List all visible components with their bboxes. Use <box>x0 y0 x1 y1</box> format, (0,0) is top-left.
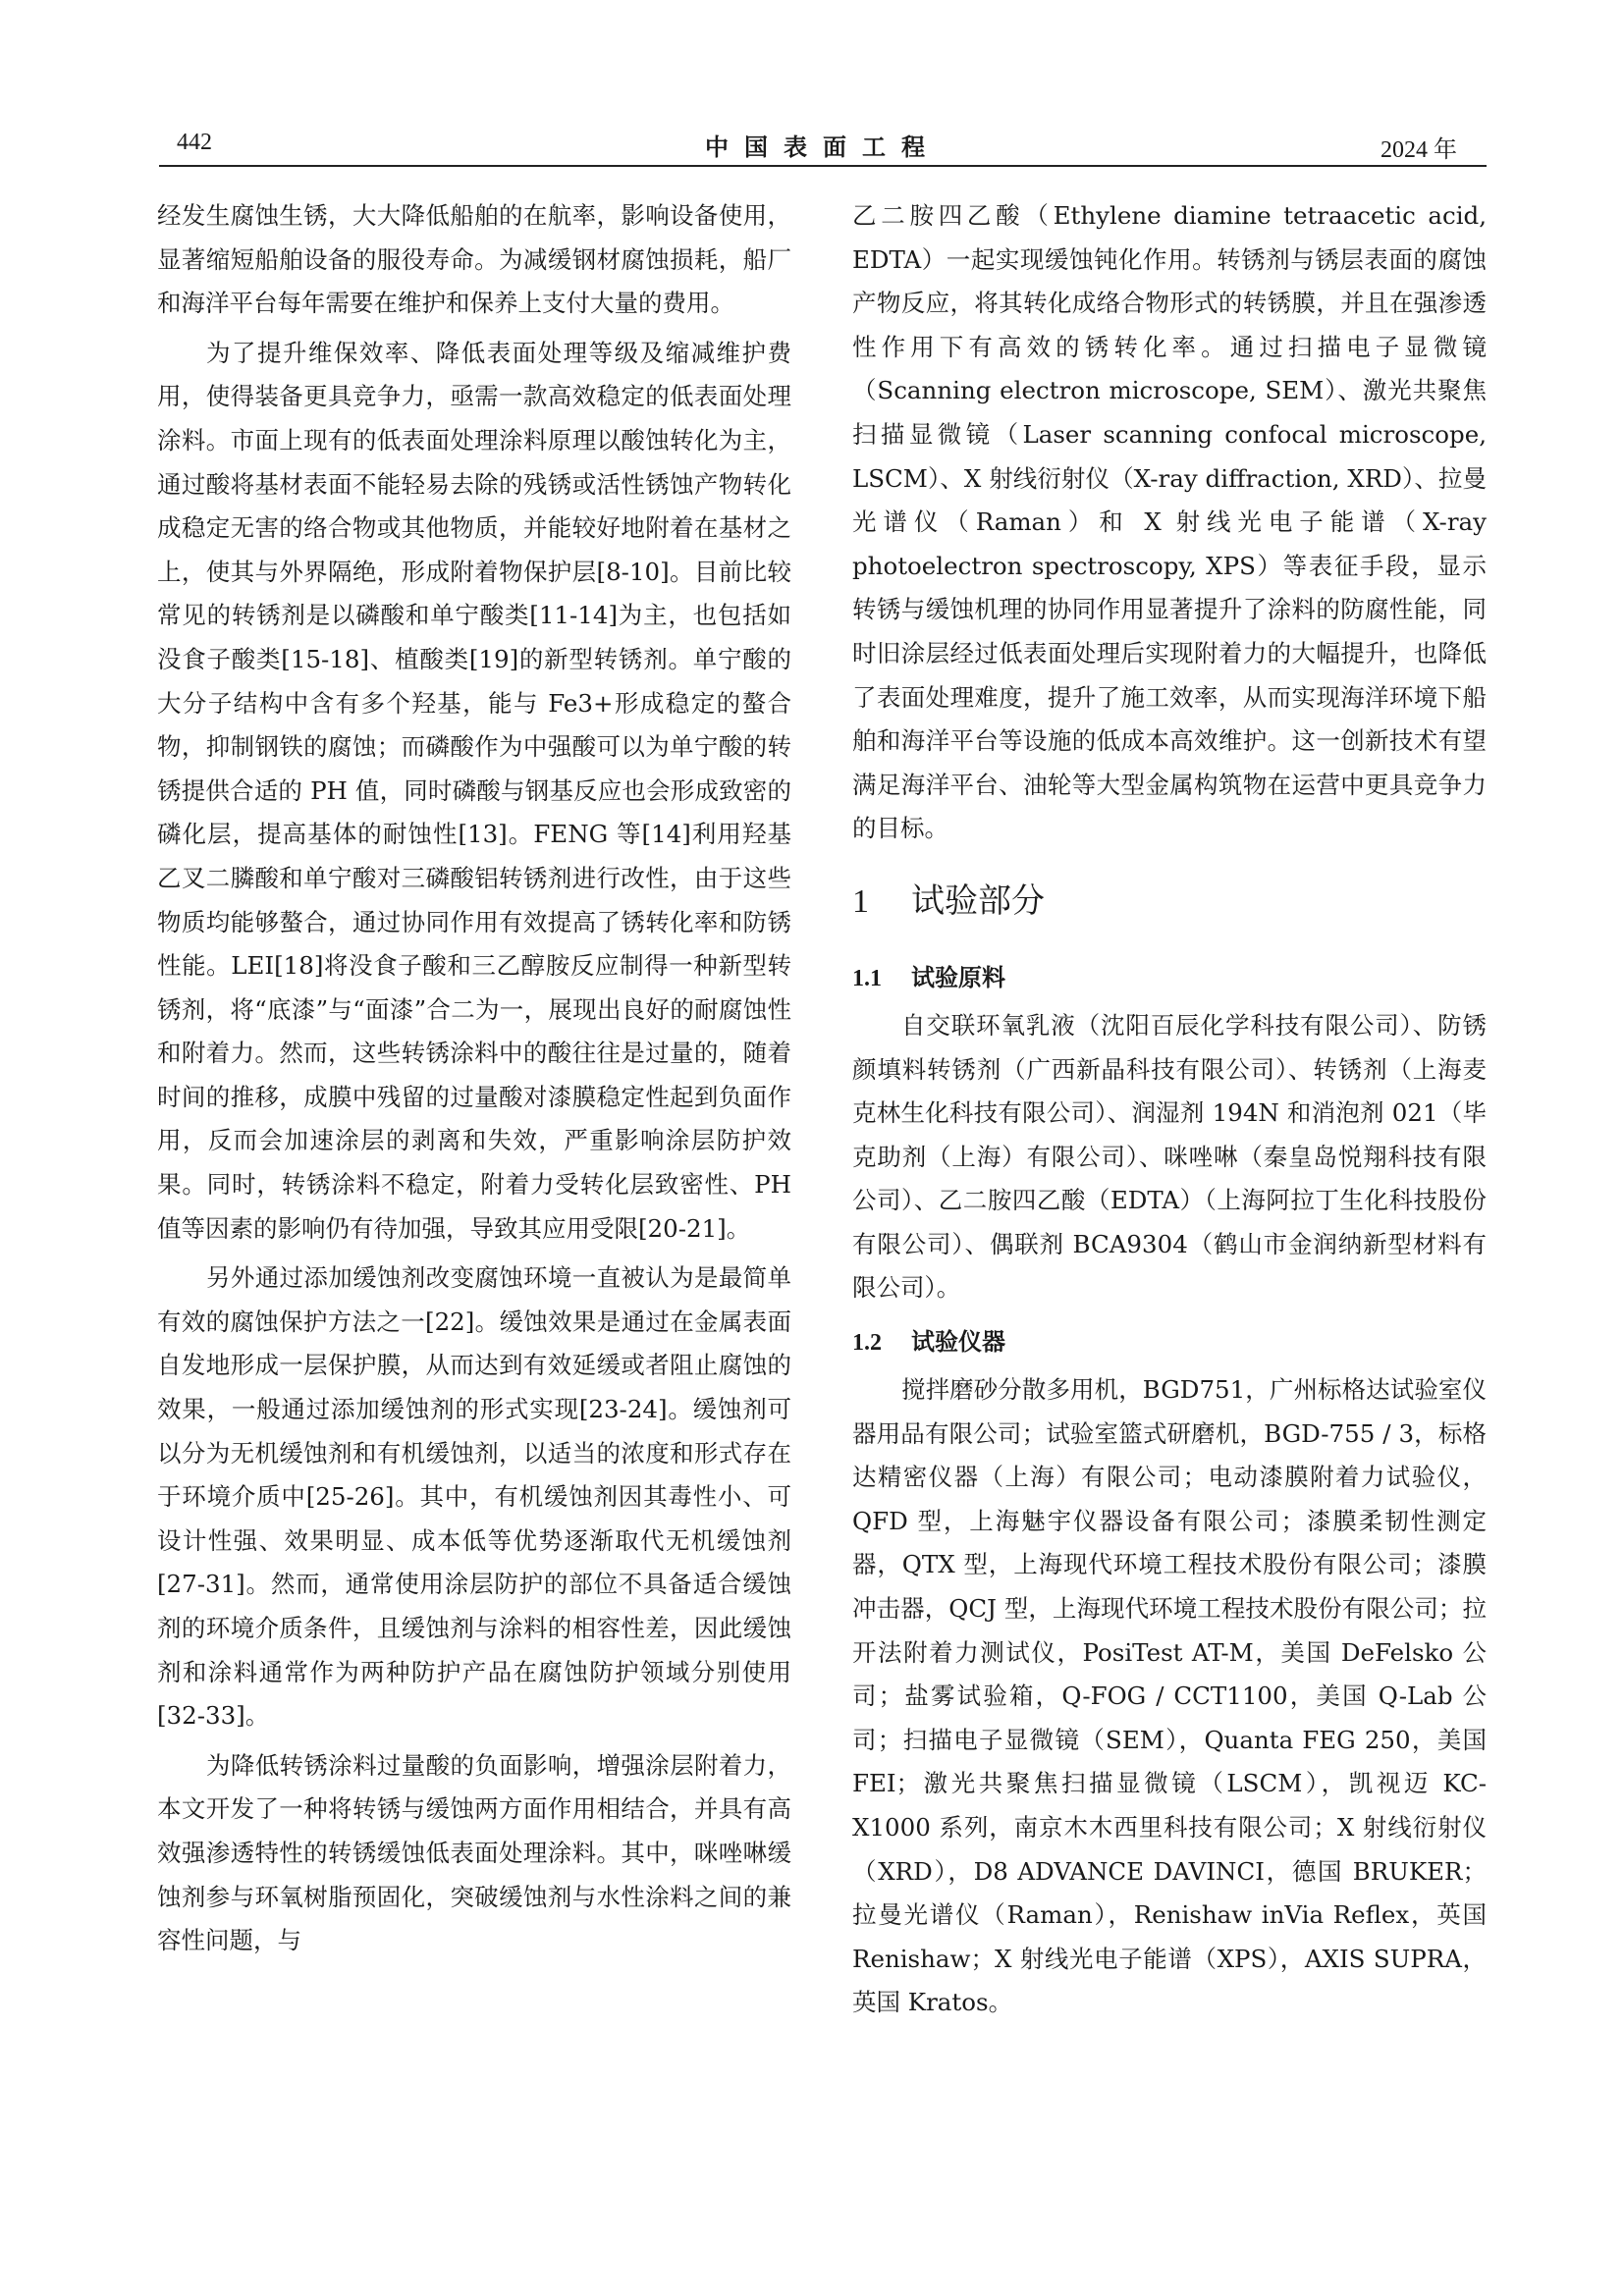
paragraph: 经发生腐蚀生锈，大大降低船舶的在航率，影响设备使用，显著缩短船舶设备的服役寿命。为减缓钢材腐蚀损耗，船厂和海洋平台每年需要在维护和保养上支付大量的费用。 <box>157 201 791 318</box>
right-column <box>852 194 1487 2025</box>
section-number: 1 <box>852 882 869 920</box>
paragraph: 搅拌磨砂分散多用机，BGD751，广州标格达试验室仪器用品有限公司；试验室篮式研磨机，BGD-755 / 3，标格达精密仪器（上海）有限公司；电动漆膜附着力试验仪，QFD 型，上海魅宇仪器设备有限公司；漆膜柔韧性测定器，QTX 型，上海现代环境工程技术股份有限公司；漆膜冲击器，QCJ 型，上海现代环境工程技术股份有限公司；拉开法附着力测试仪，PosiTest AT-M，美国 DeFelsko 公司；盐雾试验箱，Q-FOG / CCT1100，美国 Q-Lab 公司；扫描电子显微镜（SEM），Quanta FEG 250，美国 FEI；激光共聚焦扫描显微镜（LSCM），凯视迈 KC-X1000 系列，南京木木西里科技有限公司；X 射线衍射仪（XRD），D8 ADVANCE DAVINCI，德国 BRUKER；拉曼光谱仪（Raman），Renishaw inVia Reflex，英国 Renishaw；X 射线光电子能谱（XPS），AXIS SUPRA，英国 Kratos。 <box>852 1375 1487 2017</box>
left-column <box>157 194 791 1963</box>
subsection-number: 1.2 <box>852 1330 882 1357</box>
paragraph: 自交联环氧乳液（沈阳百辰化学科技有限公司）、防锈颜填料转锈剂（广西新晶科技有限公司）、转锈剂（上海麦克林生化科技有限公司）、润湿剂 194N 和消泡剂 021（毕克助剂（上海）有限公司）、咪唑啉（秦皇岛悦翔科技有限公司）、乙二胺四乙酸（EDTA）（上海阿拉丁生化科技股份有限公司）、偶联剂 BCA9304（鹤山市金润纳新型材料有限公司）。 <box>852 1010 1487 1303</box>
publication-year: 2024 年 <box>1380 137 1457 163</box>
section-title: 试验部分 <box>911 881 1045 921</box>
journal-title: 中国表面工程 <box>705 133 941 161</box>
subsection-heading <box>852 1320 1487 1364</box>
subsection-number: 1.1 <box>852 965 882 991</box>
paragraph: 乙二胺四乙酸（Ethylene diamine tetraacetic acid, EDTA）一起实现缓蚀钝化作用。转锈剂与锈层表面的腐蚀产物反应，将其转化成络合物形式的转锈膜，并且在强渗透性作用下有高效的锈转化率。通过扫描电子显微镜（Scanning electron microscope, SEM）、激光共聚焦扫描显微镜（Laser scanning confocal microscope, LSCM）、X 射线衍射仪（X-ray diffraction, XRD）、拉曼光谱仪（Raman）和 X 射线光电子能谱（X-ray photoelectron spectroscopy, XPS）等表征手段，显示转锈与缓蚀机理的协同作用显著提升了涂料的防腐性能，同时旧涂层经过低表面处理后实现附着力的大幅提升，也降低了表面处理难度，提升了施工效率，从而实现海洋环境下船舶和海洋平台等设施的低成本高效维护。这一创新技术有望满足海洋平台、油轮等大型金属构筑物在运营中更具竞争力的目标。 <box>852 201 1487 843</box>
paragraph: 为降低转锈涂料过量酸的负面影响，增强涂层附着力，本文开发了一种将转锈与缓蚀两方面作用相结合，并具有高效强渗透特性的转锈缓蚀低表面处理涂料。其中，咪唑啉缓蚀剂参与环氧树脂预固化，突破缓蚀剂与水性涂料之间的兼容性问题，与 <box>157 1750 791 1955</box>
paragraph: 另外通过添加缓蚀剂改变腐蚀环境一直被认为是最简单有效的腐蚀保护方法之一[22]。缓蚀效果是通过在金属表面自发地形成一层保护膜，从而达到有效延缓或者阻止腐蚀的效果，一般通过添加缓蚀剂的形式实现[23-24]。缓蚀剂可以分为无机缓蚀剂和有机缓蚀剂，以适当的浓度和形式存在于环境介质中[25-26]。其中，有机缓蚀剂因其毒性小、可设计性强、效果明显、成本低等优势逐渐取代无机缓蚀剂[27-31]。然而，通常使用涂层防护的部位不具备适合缓蚀剂的环境介质条件，且缓蚀剂与涂料的相容性差，因此缓蚀剂和涂料通常作为两种防护产品在腐蚀防护领域分别使用[32-33]。 <box>157 1263 791 1731</box>
section-heading <box>852 877 1487 927</box>
running-header <box>159 126 1487 167</box>
subsection-title: 试验原料 <box>911 962 1005 991</box>
page-number: 442 <box>177 130 212 155</box>
subsection-heading <box>852 956 1487 1000</box>
paragraph: 为了提升维保效率、降低表面处理等级及缩减维护费用，使得装备更具竞争力，亟需一款高效稳定的低表面处理涂料。市面上现有的低表面处理涂料原理以酸蚀转化为主，通过酸将基材表面不能轻易去除的残锈或活性锈蚀产物转化成稳定无害的络合物或其他物质，并能较好地附着在基材之上，使其与外界隔绝，形成附着物保护层[8-10]。目前比较常见的转锈剂是以磷酸和单宁酸类[11-14]为主，也包括如没食子酸类[15-18]、植酸类[19]的新型转锈剂。单宁酸的大分子结构中含有多个羟基，能与 Fe3+形成稳定的螯合物，抑制钢铁的腐蚀；而磷酸作为中强酸可以为单宁酸的转锈提供合适的 PH 值，同时磷酸与钢基反应也会形成致密的磷化层，提高基体的耐蚀性[13]。FENG 等[14]利用羟基乙叉二膦酸和单宁酸对三磷酸铝转锈剂进行改性，由于这些物质均能够螯合，通过协同作用有效提高了锈转化率和防锈性能。LEI[18]将没食子酸和三乙醇胺反应制得一种新型转锈剂，将“底漆”与“面漆”合二为一，展现出良好的耐腐蚀性和附着力。然而，这些转锈涂料中的酸往往是过量的，随着时间的推移，成膜中残留的过量酸对漆膜稳定性起到负面作用，反而会加速涂层的剥离和失效，严重影响涂层防护效果。同时，转锈涂料不稳定，附着力受转化层致密性、PH 值等因素的影响仍有待加强，导致其应用受限[20-21]。 <box>157 338 791 1243</box>
subsection-title: 试验仪器 <box>911 1327 1005 1357</box>
